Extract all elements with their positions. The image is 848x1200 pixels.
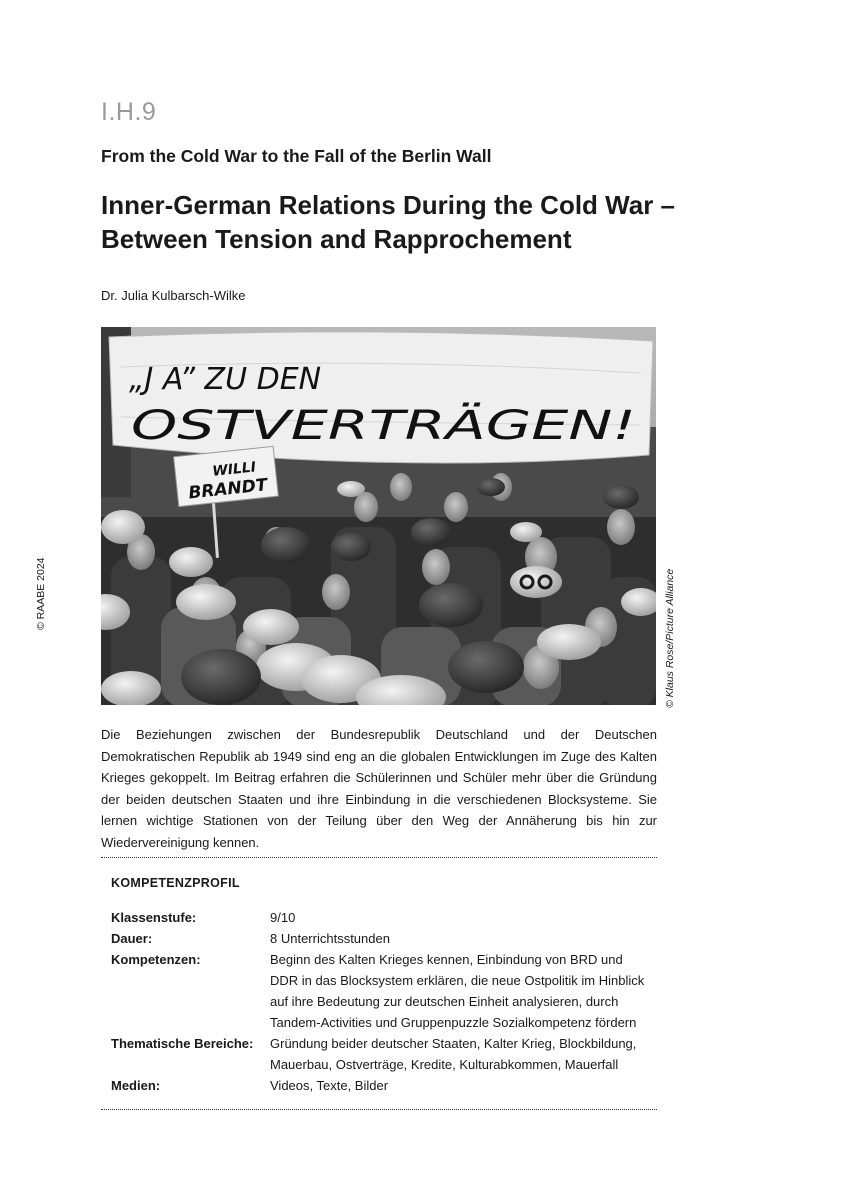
banner-line-2: OSTVERTRÄGEN! [131, 403, 475, 449]
profile-row-media [111, 1075, 651, 1096]
competence-profile [111, 907, 651, 1096]
author: Dr. Julia Kulbarsch-Wilke [101, 288, 246, 303]
photo-credit: © Klaus Rose/Picture Alliance [664, 568, 676, 708]
profile-label: Klassenstufe: [111, 910, 197, 925]
profile-label: Kompetenzen: [111, 952, 201, 967]
profile-label: Medien: [111, 1078, 161, 1093]
divider-top [101, 857, 657, 858]
profile-value: Beginn des Kalten Krieges kennen, Einbindung von BRD und DDR in das Blocksystem erklären, die neue Ostpolitik im Hinblick auf ihre Bedeutung zur deutschen Einheit analysieren, durch Tandem-Activities und Gruppenpuzzle Sozialkompetenz fördern [270, 952, 645, 1030]
sign-line-1: WILLI [211, 459, 257, 480]
sign-line-2: BRANDT [187, 475, 269, 504]
profile-label: Thematische Bereiche: [111, 1036, 254, 1051]
page-title-line-2: Between Tension and Rapprochement [101, 224, 572, 254]
profile-title: KOMPETENZPROFIL [111, 876, 240, 890]
profile-row-topics [111, 1033, 651, 1075]
banner [109, 332, 653, 463]
profile-row-competences [111, 949, 651, 1033]
profile-value: 9/10 [270, 910, 296, 925]
profile-label: Dauer: [111, 931, 153, 946]
intro-paragraph: Die Beziehungen zwischen der Bundesrepublik Deutschland und der Deutschen Demokratischen Republik ab 1949 sind eng an die globalen Entwicklungen im Zuge des Kalten Krieges gekoppelt. Im Beitrag erfahren die Schülerinnen und Schüler mehr über die Gründung der beiden deutschen Staaten und ihre Einbindung in die verschiedenen Blocksysteme. Sie lernen wichtige Stationen von der Teilung über den Weg der Annäherung bis hin zur Wiedervereinigung kennen. [101, 727, 657, 850]
profile-value: Videos, Texte, Bilder [270, 1078, 389, 1093]
profile-value: Gründung beider deutscher Staaten, Kalter Krieg, Blockbildung, Mauerbau, Ostverträge, Kredite, Kulturabkommen, Mauerfall [270, 1036, 637, 1072]
profile-value: 8 Unterrichtsstunden [270, 931, 390, 946]
unit-code: I.H.9 [101, 98, 157, 126]
series-title: From the Cold War to the Fall of the Berlin Wall [101, 146, 492, 166]
profile-row-duration [111, 928, 651, 949]
divider-bottom [101, 1109, 657, 1110]
page-title [101, 188, 701, 256]
profile-row-grade [111, 907, 651, 928]
page-title-line-1: Inner-German Relations During the Cold War – [101, 190, 675, 220]
banner-line-1: „J A” ZU DEN [129, 362, 322, 397]
copyright-vertical: © RAABE 2024 [35, 557, 47, 630]
protest-photo [101, 327, 656, 705]
